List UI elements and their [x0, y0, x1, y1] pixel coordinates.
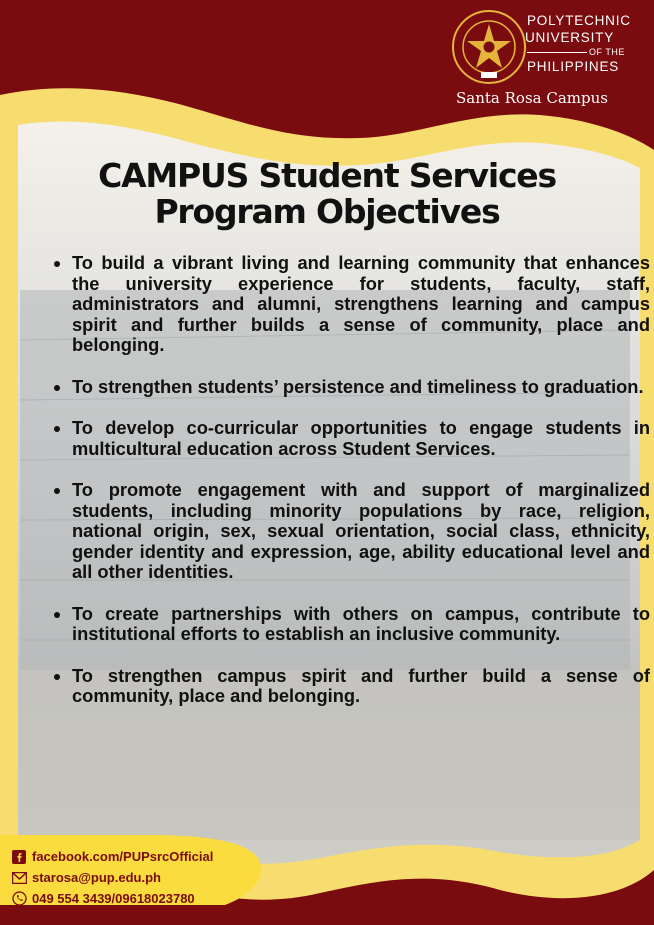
email-row[interactable]: [10, 867, 213, 888]
facebook-icon: [10, 848, 28, 866]
university-name: [527, 12, 649, 75]
university-line3: OF THE: [589, 47, 625, 57]
phone-number[interactable]: 049 554 3439/09618023780: [32, 891, 195, 906]
university-seal: [452, 10, 526, 84]
title-line2: Program Objectives: [154, 192, 500, 231]
objectives-list: [50, 253, 650, 728]
email-link[interactable]: starosa@pup.edu.ph: [32, 870, 161, 885]
contact-info: [10, 846, 213, 909]
title-line1: CAMPUS Student Services: [98, 156, 556, 195]
page-title: [40, 158, 614, 230]
university-line4: PHILIPPINES: [527, 59, 620, 74]
objective-item: • To strengthen campus spirit and further build a sense of community, place and belonging.: [72, 666, 650, 707]
facebook-link[interactable]: facebook.com/PUPsrcOfficial: [32, 849, 214, 864]
university-line1: POLYTECHNIC: [527, 13, 631, 28]
facebook-row[interactable]: [10, 846, 213, 867]
phone-row[interactable]: [10, 888, 213, 909]
objective-item: • To develop co-curricular opportunities to engage students in multicultural education across Student Services.: [72, 418, 650, 459]
phone-icon: [10, 890, 28, 908]
objective-item: • To promote engagement with and support of marginalized students, including minority populations by race, religion, national origin, sex, sexual orientation, social class, ethnicity, gender identity and expression, age, ability educational level and all other identities.: [72, 480, 650, 583]
university-line2: UNIVERSITY: [525, 30, 615, 45]
objective-item: • To create partnerships with others on campus, contribute to institutional efforts to establish an inclusive community.: [72, 604, 650, 645]
objective-item: • To build a vibrant living and learning community that enhances the university experience for students, faculty, staff, administrators and alumni, strengthens learning and campus spirit and further builds a sense of community, place and belonging.: [72, 253, 650, 356]
divider: [527, 52, 587, 53]
mail-icon: [10, 869, 28, 887]
objective-item: • To strengthen students’ persistence and timeliness to graduation.: [72, 377, 650, 398]
campus-name: Santa Rosa Campus: [456, 89, 608, 107]
